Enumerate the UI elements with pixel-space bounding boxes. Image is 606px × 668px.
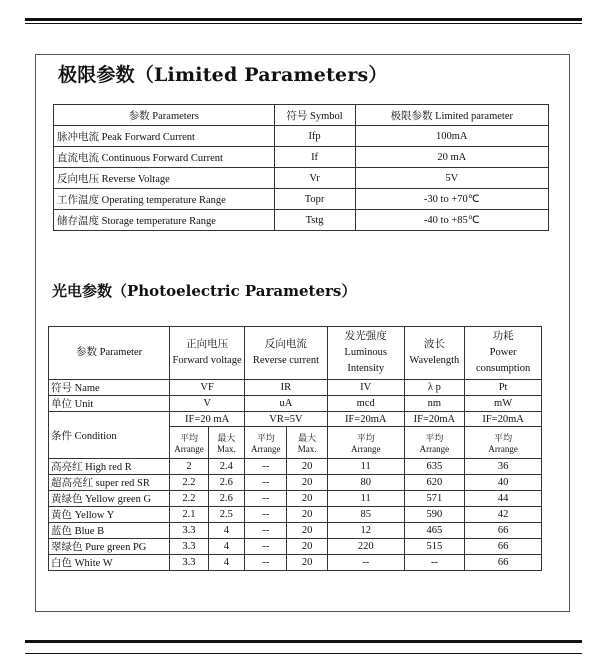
- table-row: [49, 555, 542, 571]
- vf-arrange: 3.3: [170, 523, 209, 539]
- unit-pt: mW: [465, 396, 542, 412]
- table-row: [49, 539, 542, 555]
- power-value: 36: [465, 459, 542, 475]
- ir-arrange: --: [245, 523, 287, 539]
- sub-arrange: [327, 427, 404, 459]
- param-value: -30 to +70℃: [355, 189, 549, 210]
- header-wavelength: [404, 327, 465, 380]
- header-en: Wavelength: [409, 355, 460, 366]
- ir-arrange: --: [245, 539, 287, 555]
- vf-max: 2.6: [208, 475, 244, 491]
- header-cn: 波长: [423, 339, 445, 350]
- power-value: 44: [465, 491, 542, 507]
- header-cn: 发光强度: [344, 331, 387, 342]
- vf-arrange: 2.2: [170, 491, 209, 507]
- sub-en: Max.: [216, 444, 236, 454]
- unit-iv: mcd: [327, 396, 404, 412]
- header-en2: consumption: [475, 363, 531, 374]
- unit-ir: uA: [245, 396, 328, 412]
- sub-cn: 平均: [494, 433, 513, 443]
- ir-max: 20: [287, 475, 327, 491]
- vf-max: 4: [208, 555, 244, 571]
- condition-row: [49, 412, 542, 427]
- vf-arrange: 2.2: [170, 475, 209, 491]
- power-value: 66: [465, 523, 542, 539]
- power-value: 66: [465, 539, 542, 555]
- header-en: Forward voltage: [172, 355, 242, 366]
- param-value: 100mA: [355, 126, 549, 147]
- symbol-iv: IV: [327, 380, 404, 396]
- param-name: 反向电压 Reverse Voltage: [54, 168, 275, 189]
- table-row: [49, 507, 542, 523]
- ir-max: 20: [287, 507, 327, 523]
- symbol-lambda: λ p: [404, 380, 465, 396]
- limited-parameters-title: 极限参数（Limited Parameters）: [58, 64, 388, 86]
- param-symbol: Vr: [274, 168, 355, 189]
- vf-arrange: 2: [170, 459, 209, 475]
- header-parameters: 参数 Parameters: [54, 105, 275, 126]
- sub-arrange: [465, 427, 542, 459]
- param-symbol: Ifp: [274, 126, 355, 147]
- power-value: 66: [465, 555, 542, 571]
- ir-max: 20: [287, 491, 327, 507]
- sub-en: Arrange: [419, 444, 450, 454]
- color-name: 翠绿色 Pure green PG: [49, 539, 170, 555]
- header-limited-parameter: 极限参数 Limited parameter: [355, 105, 549, 126]
- header-en2: Intensity: [347, 363, 385, 374]
- sub-arrange: [170, 427, 209, 459]
- bottom-rule-thin: [25, 653, 582, 654]
- condition-ir: VR=5V: [245, 412, 328, 427]
- top-rule-thick: [25, 18, 582, 21]
- ir-max: 20: [287, 523, 327, 539]
- table-row: [54, 168, 549, 189]
- vf-max: 4: [208, 523, 244, 539]
- photoelectric-parameters-table: [48, 326, 542, 571]
- table-row: [54, 210, 549, 231]
- table-header-row: [49, 327, 542, 380]
- header-en: Luminous: [344, 347, 387, 358]
- table-row: [54, 189, 549, 210]
- sub-cn: 平均: [179, 433, 198, 443]
- vf-max: 2.4: [208, 459, 244, 475]
- ir-arrange: --: [245, 459, 287, 475]
- param-value: 20 mA: [355, 147, 549, 168]
- condition-lambda: IF=20mA: [404, 412, 465, 427]
- sub-en: Arrange: [174, 444, 204, 454]
- table-row: [54, 126, 549, 147]
- param-symbol: Topr: [274, 189, 355, 210]
- iv-value: 12: [327, 523, 404, 539]
- sub-cn: 最大: [298, 433, 317, 443]
- symbol-vf: VF: [170, 380, 245, 396]
- bottom-rule-thick: [25, 640, 582, 643]
- wavelength-value: 465: [404, 523, 465, 539]
- vf-arrange: 2.1: [170, 507, 209, 523]
- vf-arrange: 3.3: [170, 539, 209, 555]
- table-row: [49, 475, 542, 491]
- color-name: 黄绿色 Yellow green G: [49, 491, 170, 507]
- param-name: 工作温度 Operating temperature Range: [54, 189, 275, 210]
- ir-arrange: --: [245, 475, 287, 491]
- table-header-row: [54, 105, 549, 126]
- sub-max: [208, 427, 244, 459]
- param-symbol: If: [274, 147, 355, 168]
- header-en: Power: [489, 347, 517, 358]
- unit-vf: V: [170, 396, 245, 412]
- unit-label: 单位 Unit: [49, 396, 170, 412]
- power-value: 40: [465, 475, 542, 491]
- power-value: 42: [465, 507, 542, 523]
- ir-max: 20: [287, 555, 327, 571]
- sub-arrange: [404, 427, 465, 459]
- symbol-row: [49, 380, 542, 396]
- color-name: 高亮红 High red R: [49, 459, 170, 475]
- param-value: -40 to +85℃: [355, 210, 549, 231]
- sub-en: Arrange: [488, 444, 518, 454]
- sub-max: [287, 427, 327, 459]
- wavelength-value: 635: [404, 459, 465, 475]
- header-en: Reverse current: [252, 355, 320, 366]
- ir-arrange: --: [245, 507, 287, 523]
- sub-cn: 平均: [356, 433, 375, 443]
- iv-value: 80: [327, 475, 404, 491]
- sub-arrange: [245, 427, 287, 459]
- header-symbol: 符号 Symbol: [274, 105, 355, 126]
- sub-cn: 最大: [217, 433, 236, 443]
- header-cn: 正向电压: [186, 339, 229, 350]
- iv-value: 85: [327, 507, 404, 523]
- header-luminous-intensity: [327, 327, 404, 380]
- sub-cn: 平均: [256, 433, 275, 443]
- wavelength-value: 515: [404, 539, 465, 555]
- table-row: [49, 491, 542, 507]
- param-name: 储存温度 Storage temperature Range: [54, 210, 275, 231]
- header-power-consumption: [465, 327, 542, 380]
- ir-max: 20: [287, 459, 327, 475]
- condition-vf: IF=20 mA: [170, 412, 245, 427]
- ir-max: 20: [287, 539, 327, 555]
- vf-max: 4: [208, 539, 244, 555]
- param-name: 脉冲电流 Peak Forward Current: [54, 126, 275, 147]
- condition-iv: IF=20mA: [327, 412, 404, 427]
- color-name: 超高亮红 super red SR: [49, 475, 170, 491]
- header-parameter: 参数 Parameter: [49, 327, 170, 380]
- sub-en: Max.: [297, 444, 317, 454]
- unit-row: [49, 396, 542, 412]
- symbol-ir: IR: [245, 380, 328, 396]
- param-value: 5V: [355, 168, 549, 189]
- param-name: 直流电流 Continuous Forward Current: [54, 147, 275, 168]
- header-cn: 功耗: [492, 331, 514, 342]
- condition-label: 条件 Condition: [49, 412, 170, 459]
- iv-value: 220: [327, 539, 404, 555]
- table-row: [49, 459, 542, 475]
- ir-arrange: --: [245, 555, 287, 571]
- wavelength-value: --: [404, 555, 465, 571]
- table-row: [54, 147, 549, 168]
- sub-en: Arrange: [350, 444, 381, 454]
- sub-cn: 平均: [425, 433, 444, 443]
- unit-lambda: nm: [404, 396, 465, 412]
- param-symbol: Tstg: [274, 210, 355, 231]
- wavelength-value: 620: [404, 475, 465, 491]
- photoelectric-parameters-title: 光电参数（Photoelectric Parameters）: [52, 282, 357, 300]
- vf-max: 2.5: [208, 507, 244, 523]
- limited-parameters-table: [53, 104, 549, 231]
- sub-en: Arrange: [250, 444, 281, 454]
- header-cn: 反向电流: [264, 339, 307, 350]
- wavelength-value: 571: [404, 491, 465, 507]
- header-reverse-current: [245, 327, 328, 380]
- table-row: [49, 523, 542, 539]
- iv-value: --: [327, 555, 404, 571]
- vf-arrange: 3.3: [170, 555, 209, 571]
- color-name: 黄色 Yellow Y: [49, 507, 170, 523]
- symbol-pt: Pt: [465, 380, 542, 396]
- color-name: 白色 White W: [49, 555, 170, 571]
- symbol-label: 符号 Name: [49, 380, 170, 396]
- vf-max: 2.6: [208, 491, 244, 507]
- iv-value: 11: [327, 459, 404, 475]
- top-rule-thin: [25, 23, 582, 24]
- condition-pt: IF=20mA: [465, 412, 542, 427]
- ir-arrange: --: [245, 491, 287, 507]
- color-name: 蓝色 Blue B: [49, 523, 170, 539]
- wavelength-value: 590: [404, 507, 465, 523]
- header-forward-voltage: [170, 327, 245, 380]
- iv-value: 11: [327, 491, 404, 507]
